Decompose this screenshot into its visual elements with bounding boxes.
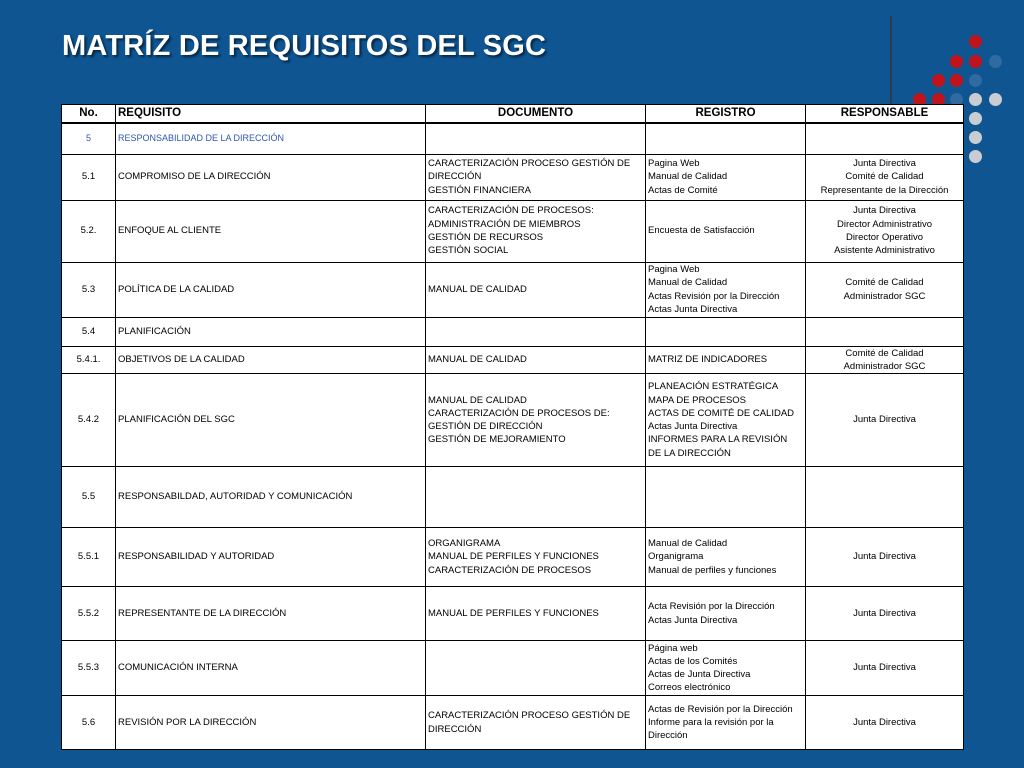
header-requisito: REQUISITO: [116, 105, 426, 124]
cell-no: 5: [62, 123, 116, 154]
cell-responsable: [806, 154, 964, 200]
cell-registro-line: Actas de Junta Directiva: [648, 669, 751, 681]
cell-registro-line: DE LA DIRECCIÓN: [648, 447, 731, 459]
cell-documento-line: MANUAL DE CALIDAD: [428, 283, 527, 295]
cell-responsable: [806, 346, 964, 374]
cell-no: 5.1: [62, 154, 116, 200]
cell-registro-line: PLANEACIÓN ESTRATÉGICA: [648, 381, 779, 393]
decorative-dot: [989, 93, 1002, 106]
table-row: [62, 346, 964, 374]
requirements-matrix-table: [61, 104, 964, 750]
cell-registro: [646, 528, 806, 587]
decorative-dot: [950, 55, 963, 68]
cell-documento-line: ADMINISTRACIÓN DE MIEMBROS: [428, 218, 581, 230]
cell-documento: [426, 346, 646, 374]
table-row: [62, 154, 964, 200]
cell-registro: [646, 587, 806, 641]
cell-responsable-line: Junta Directiva: [853, 158, 916, 170]
cell-registro: [646, 123, 806, 154]
cell-no: 5.6: [62, 696, 116, 750]
cell-documento: [426, 528, 646, 587]
cell-responsable: [806, 467, 964, 528]
cell-requisito: RESPONSABILDAD, AUTORIDAD Y COMUNICACIÓN: [116, 467, 426, 528]
cell-responsable-line: Comité de Calidad: [845, 171, 924, 183]
cell-documento-line: GESTIÓN DE DIRECCIÓN: [428, 421, 543, 433]
table-row: [62, 641, 964, 696]
cell-registro-line: Actas de Revisión por la Dirección: [648, 703, 793, 715]
cell-requisito: PLANIFICACIÓN: [116, 317, 426, 346]
cell-responsable-line: Junta Directiva: [853, 205, 916, 217]
cell-responsable-line: Comité de Calidad: [845, 277, 924, 289]
cell-documento-line: MANUAL DE CALIDAD: [428, 394, 527, 406]
cell-no: 5.5: [62, 467, 116, 528]
cell-documento-line: DIRECCIÓN: [428, 723, 482, 735]
cell-documento-line: GESTIÓN SOCIAL: [428, 245, 509, 257]
decorative-dot: [969, 93, 982, 106]
cell-documento: [426, 641, 646, 696]
table-row: [62, 262, 964, 317]
decorative-dot: [969, 55, 982, 68]
cell-documento-line: ORGANIGRAMA: [428, 538, 501, 550]
cell-registro-line: Actas de Comité: [648, 184, 718, 196]
cell-responsable-line: Comité de Calidad: [845, 347, 924, 359]
cell-registro-line: Actas Junta Directiva: [648, 614, 738, 626]
cell-requisito: COMPROMISO DE LA DIRECCIÓN: [116, 154, 426, 200]
cell-documento-line: CARACTERIZACIÓN PROCESO GESTIÓN DE: [428, 158, 631, 170]
cell-documento: [426, 374, 646, 467]
cell-documento-line: CARACTERIZACIÓN DE PROCESOS: [428, 564, 592, 576]
cell-registro-line: Acta Revisión por la Dirección: [648, 601, 775, 613]
cell-registro: [646, 374, 806, 467]
cell-requisito: OBJETIVOS DE LA CALIDAD: [116, 346, 426, 374]
cell-responsable: [806, 696, 964, 750]
decorative-dot: [969, 74, 982, 87]
cell-responsable-line: Director Administrativo: [836, 218, 933, 230]
cell-registro-line: Informe para la revisión por la: [648, 716, 774, 728]
decorative-dot: [969, 131, 982, 144]
table-row: [62, 200, 964, 262]
cell-registro-line: Actas Junta Directiva: [648, 421, 738, 433]
cell-documento: [426, 262, 646, 317]
slide-title: MATRÍZ DE REQUISITOS DEL SGC: [62, 30, 547, 62]
cell-registro-line: Manual de perfiles y funciones: [648, 564, 777, 576]
cell-no: 5.4: [62, 317, 116, 346]
cell-no: 5.4.2: [62, 374, 116, 467]
cell-registro-line: MATRIZ DE INDICADORES: [648, 354, 768, 366]
cell-registro: [646, 200, 806, 262]
cell-responsable-line: Junta Directiva: [853, 607, 916, 619]
cell-requisito: COMUNICACIÓN INTERNA: [116, 641, 426, 696]
cell-requisito: POLÍTICA DE LA CALIDAD: [116, 262, 426, 317]
cell-responsable: [806, 528, 964, 587]
cell-registro-line: Actas Junta Directiva: [648, 303, 738, 315]
cell-requisito: PLANIFICACIÓN DEL SGC: [116, 374, 426, 467]
cell-documento-line: MANUAL DE PERFILES Y FUNCIONES: [428, 607, 599, 619]
cell-registro-line: Organigrama: [648, 551, 704, 563]
table-body: [62, 123, 964, 750]
cell-registro: [646, 154, 806, 200]
cell-requisito: REPRESENTANTE DE LA DIRECCIÓN: [116, 587, 426, 641]
cell-registro-line: Correos electrónico: [648, 682, 731, 694]
cell-registro-line: Manual de Calidad: [648, 538, 728, 550]
cell-documento: [426, 317, 646, 346]
cell-responsable: [806, 262, 964, 317]
cell-responsable-line: Junta Directiva: [853, 414, 916, 426]
cell-no: 5.5.3: [62, 641, 116, 696]
cell-responsable: [806, 374, 964, 467]
cell-documento: [426, 587, 646, 641]
decorative-dot: [969, 112, 982, 125]
decorative-divider-line: [890, 16, 892, 108]
cell-registro-line: Manual de Calidad: [648, 277, 728, 289]
cell-responsable-line: Junta Directiva: [853, 551, 916, 563]
cell-responsable-line: Representante de la Dirección: [820, 184, 949, 196]
cell-documento-line: MANUAL DE CALIDAD: [428, 354, 527, 366]
decorative-dot: [969, 35, 982, 48]
cell-registro-line: INFORMES PARA LA REVISIÓN: [648, 434, 788, 446]
cell-registro-line: Encuesta de Satisfacción: [648, 225, 755, 237]
header-documento: DOCUMENTO: [426, 105, 646, 124]
cell-registro-line: Actas Revisión por la Dirección: [648, 290, 780, 302]
decorative-dot: [950, 74, 963, 87]
cell-responsable-line: Asistente Administrativo: [834, 245, 935, 257]
cell-registro-line: Página web: [648, 642, 698, 654]
header-responsable: RESPONSABLE: [806, 105, 964, 124]
cell-documento: [426, 154, 646, 200]
cell-responsable-line: Administrador SGC: [843, 290, 926, 302]
cell-responsable: [806, 317, 964, 346]
cell-requisito: ENFOQUE AL CLIENTE: [116, 200, 426, 262]
cell-documento: [426, 123, 646, 154]
cell-registro-line: Actas de los Comités: [648, 655, 738, 667]
cell-registro-line: Pagina Web: [648, 263, 700, 275]
cell-registro-line: ACTAS DE COMITÉ DE CALIDAD: [648, 407, 795, 419]
cell-registro: [646, 467, 806, 528]
cell-registro-line: Manual de Calidad: [648, 171, 728, 183]
cell-documento-line: MANUAL DE PERFILES Y FUNCIONES: [428, 551, 599, 563]
cell-no: 5.5.2: [62, 587, 116, 641]
cell-documento-line: CARACTERIZACIÓN DE PROCESOS DE:: [428, 407, 610, 419]
cell-responsable-line: Administrador SGC: [843, 360, 926, 372]
table-row: [62, 696, 964, 750]
cell-registro: [646, 262, 806, 317]
cell-documento: [426, 696, 646, 750]
cell-registro: [646, 641, 806, 696]
cell-registro: [646, 346, 806, 374]
cell-no: 5.2.: [62, 200, 116, 262]
cell-no: 5.5.1: [62, 528, 116, 587]
cell-requisito: REVISIÓN POR LA DIRECCIÓN: [116, 696, 426, 750]
table-row: [62, 317, 964, 346]
cell-registro-line: Pagina Web: [648, 158, 700, 170]
table-row: [62, 587, 964, 641]
cell-documento-line: CARACTERIZACIÓN PROCESO GESTIÓN DE: [428, 710, 631, 722]
cell-documento: [426, 467, 646, 528]
table-row: [62, 123, 964, 154]
table-row: [62, 374, 964, 467]
decorative-dot: [932, 74, 945, 87]
table-header-row: [62, 105, 964, 124]
cell-responsable: [806, 200, 964, 262]
cell-registro: [646, 696, 806, 750]
cell-responsable: [806, 641, 964, 696]
cell-documento-line: GESTIÓN DE MEJORAMIENTO: [428, 434, 566, 446]
cell-requisito: RESPONSABILIDAD Y AUTORIDAD: [116, 528, 426, 587]
table-row: [62, 528, 964, 587]
header-no: No.: [62, 105, 116, 124]
table-row: [62, 467, 964, 528]
decorative-dot: [989, 55, 1002, 68]
cell-registro: [646, 317, 806, 346]
cell-documento-line: GESTIÓN FINANCIERA: [428, 184, 531, 196]
cell-documento-line: GESTIÓN DE RECURSOS: [428, 232, 544, 243]
cell-responsable: [806, 123, 964, 154]
cell-responsable-line: Director Operativo: [845, 232, 924, 243]
cell-no: 5.4.1.: [62, 346, 116, 374]
cell-responsable-line: Junta Directiva: [853, 662, 916, 674]
cell-documento: [426, 200, 646, 262]
decorative-dot: [969, 150, 982, 163]
cell-documento-line: CARACTERIZACIÓN DE PROCESOS:: [428, 205, 594, 217]
cell-documento-line: DIRECCIÓN: [428, 171, 482, 183]
cell-responsable: [806, 587, 964, 641]
cell-registro-line: MAPA DE PROCESOS: [648, 394, 747, 406]
cell-responsable-line: Junta Directiva: [853, 716, 916, 728]
cell-requisito: RESPONSABILIDAD DE LA DIRECCIÓN: [116, 123, 426, 154]
header-registro: REGISTRO: [646, 105, 806, 124]
cell-registro-line: Dirección: [648, 730, 688, 742]
cell-no: 5.3: [62, 262, 116, 317]
